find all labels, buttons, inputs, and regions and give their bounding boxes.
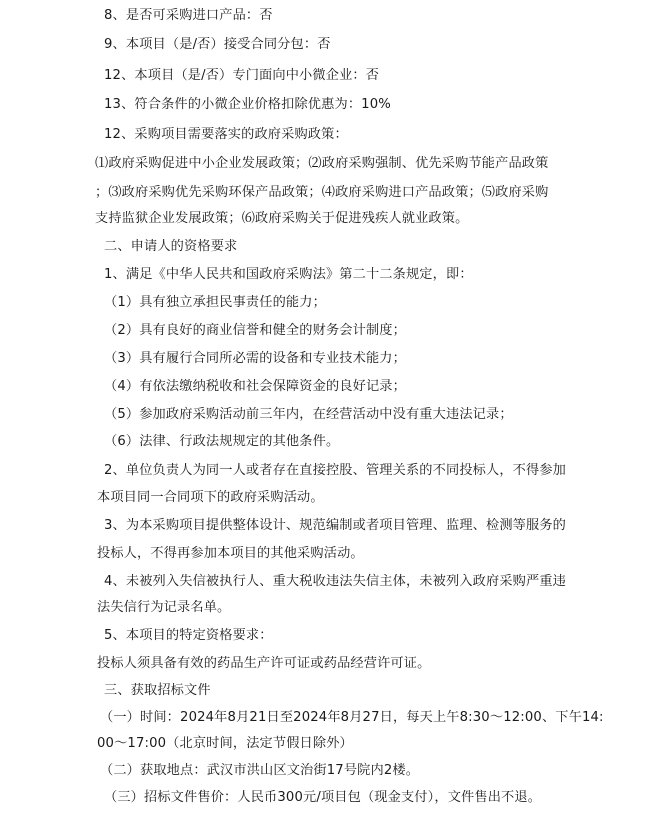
text-line-requirement-3a: 3、为本采购项目提供整体设计、规范编制或者项目管理、监理、检测等服务的 [104,518,567,533]
text-line-requirement-4a: 4、未被列入失信被执行人、重大税收违法失信主体，未被列入政府采购严重违 [104,574,567,589]
text-line-requirement-3b: 投标人，不得再参加本项目的其他采购活动。 [97,546,364,561]
text-line-time-b: 00～17:00（北京时间，法定节假日除外） [97,736,353,751]
text-line-import-products: 8、是否可采购进口产品：否 [104,8,273,23]
section-heading-obtain-documents: 三、获取招标文件 [104,683,211,698]
list-item-6: （6）法律、行政法规规定的其他条件。 [104,434,340,449]
section-heading-qualifications: 二、申请人的资格要求 [104,239,238,254]
text-line-requirement-2a: 2、单位负责人为同一人或者存在直接控股、管理关系的不同投标人，不得参加 [104,463,567,478]
text-line-price: （三）招标文件售价：人民币300元/项目包（现金支付），文件售出不退。 [104,790,542,805]
text-line-procurement-law: 1、满足《中华人民共和国政府采购法》第二十二条规定，即： [104,267,473,282]
list-item-3: （3）具有履行合同所必需的设备和专业技术能力； [104,351,406,366]
text-line-specific-requirements: 5、本项目的特定资格要求： [104,628,273,643]
text-line-policy-2: ；⑶政府采购优先采购环保产品政策；⑷政府采购进口产品政策；⑸政府采购 [95,185,549,200]
text-line-requirement-4b: 法失信行为记录名单。 [97,600,231,615]
text-line-time-a: （一）时间：2024年8月21日至2024年8月27日，每天上午8:30～12:00、下午14: [100,710,604,725]
text-line-policy-1: ⑴政府采购促进中小企业发展政策；⑵政府采购强制、优先采购节能产品政策 [95,156,549,171]
text-line-drug-license: 投标人须具备有效的药品生产许可证或药品经营许可证。 [97,656,431,671]
text-line-price-discount: 13、符合条件的小微企业价格扣除优惠为：10% [104,97,391,112]
list-item-4: （4）有依法缴纳税收和社会保障资金的良好记录； [104,379,406,394]
text-line-location: （二）获取地点：武汉市洪山区文治街17号院内2楼。 [100,763,420,778]
list-item-5: （5）参加政府采购活动前三年内，在经营活动中没有重大违法记录； [104,407,513,422]
text-line-subcontract: 9、本项目（是/否）接受合同分包：否 [104,37,331,52]
list-item-2: （2）具有良好的商业信誉和健全的财务会计制度； [104,323,406,338]
text-line-policy-3: 支持监狱企业发展政策；⑹政府采购关于促进残疾人就业政策。 [95,211,469,226]
text-line-requirement-2b: 本项目同一合同项下的政府采购活动。 [97,490,324,505]
text-line-policy-heading: 12、采购项目需要落实的政府采购政策： [104,127,348,142]
text-line-sme-oriented: 12、本项目（是/否）专门面向中小微企业：否 [104,68,380,83]
list-item-1: （1）具有独立承担民事责任的能力； [104,295,326,310]
